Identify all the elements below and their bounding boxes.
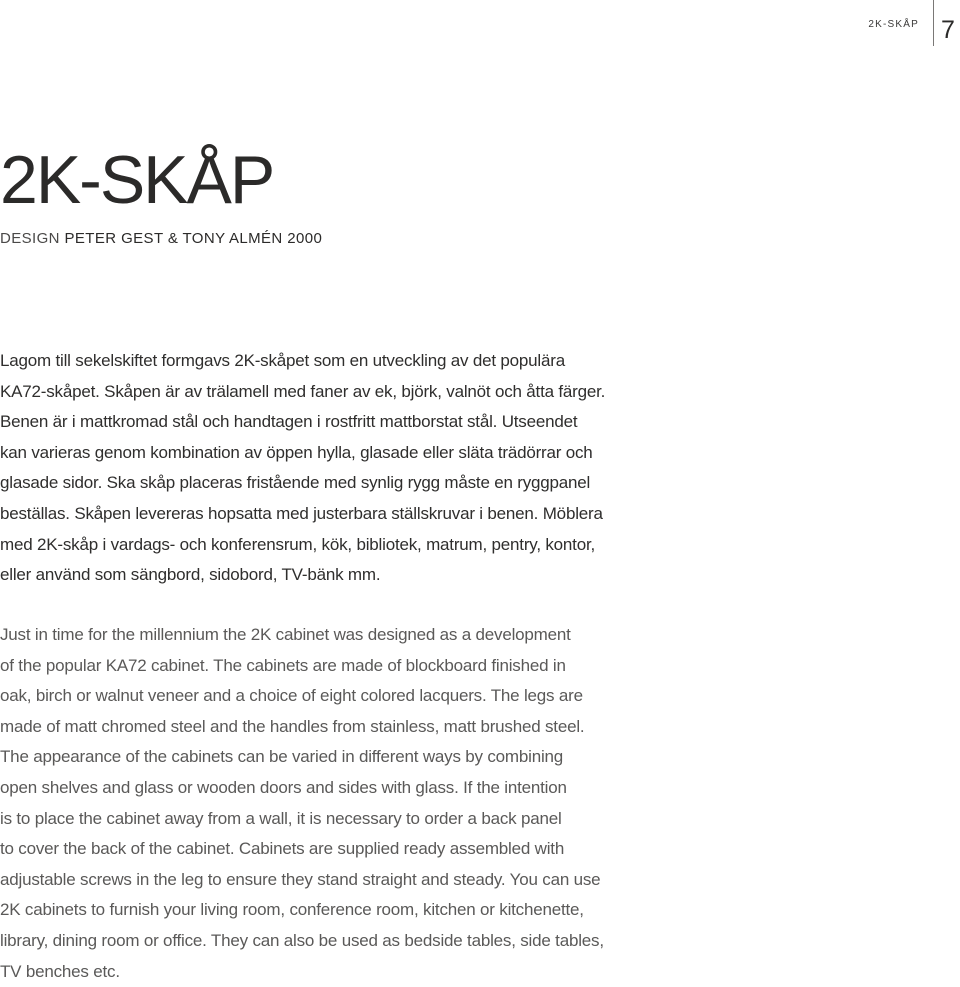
english-description: Just in time for the millennium the 2K cabinet was designed as a development of the popular KA72 cabinet. The cabinets are made of blockboard finished in oak, birch or walnut veneer and a choice of eight colored lacquers. The legs are made of matt chromed steel and the handles from stainless, matt brushed steel. The appearance of the cabinets can be varied in different ways by combining open shelves and glass or wooden doors and sides with glass. If the intention is to place the cabinet away from a wall, it is necessary to order a back panel to cover the back of the cabinet. Cabinets are supplied ready assembled with adjustable screws in the leg to ensure they stand straight and steady. You can use 2K cabinets to furnish your living room, conference room, kitchen or kitchenette, library, dining room or office. They can also be used as bedside tables, side tables, TV benches etc. [0, 625, 604, 981]
page-title: 2K-SKÅP [0, 142, 274, 218]
swedish-description: Lagom till sekelskiftet formgavs 2K-skåpet som en utveckling av det populära KA72-skåpet. Skåpen är av trälamell med faner av ek, björk, valnöt och åtta färger. Benen är i mattkromad stål och handtagen i rostfritt mattborstat stål. Utseendet kan varieras genom kombination av öppen hylla, glasade eller släta trädörrar och glasade sidor. Ska skåp placeras fristående med synlig rygg måste en ryggpanel beställas. Skåpen levereras hopsatta med justerbara ställskruvar i benen. Möblera med 2K-skåp i vardags- och konferensrum, kök, bibliotek, matrum, pentry, kontor, eller använd som sängbord, sidobord, TV-bänk mm. [0, 351, 606, 585]
page-number: 7 [941, 16, 955, 44]
header-divider [933, 0, 934, 46]
design-label: DESIGN [0, 230, 60, 247]
designer-names: PETER GEST & TONY ALMÉN 2000 [64, 230, 323, 247]
design-credit [0, 230, 322, 247]
running-header-title: 2K-SKÅP [868, 19, 919, 30]
